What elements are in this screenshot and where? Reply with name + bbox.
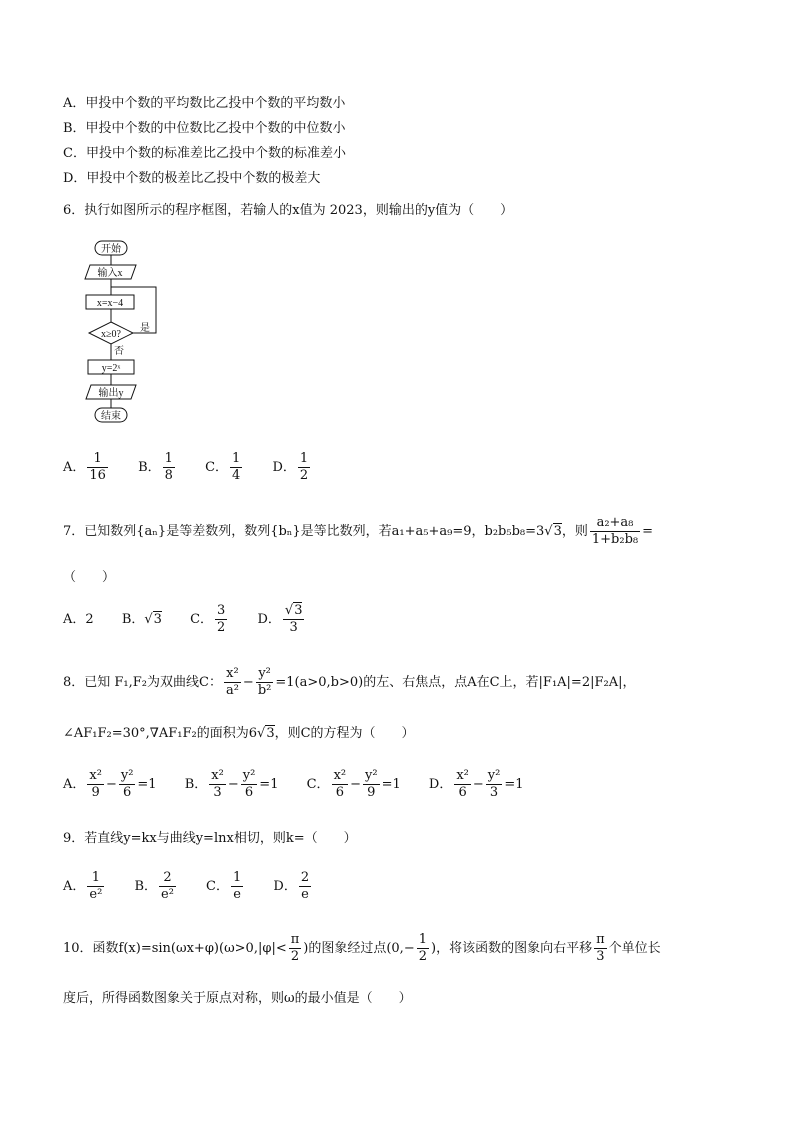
q5-option-d: D．甲投中个数的极差比乙投中个数的极差大 (63, 171, 321, 186)
q6-option-a: A． $\frac{1}{16}$ (63, 451, 106, 483)
q9-options (63, 870, 337, 903)
flowchart (78, 238, 168, 428)
q8-option-a: A． $\frac{\text{x²}}{9}$ − $\frac{\text{y²}}{6}$ =1 (63, 768, 157, 800)
q7-option-c: C． $\frac{3}{2}$ (190, 603, 226, 635)
flow-start-label: 开始 (101, 244, 121, 255)
q9-option-d: D． $\frac{2}{e}$ (273, 870, 310, 902)
flow-output-label: 输出y (98, 388, 124, 399)
q6-option-d: D． $\frac{1}{2}$ (272, 451, 309, 483)
q8-option-d: D． $\frac{\text{x²}}{6}$ − $\frac{\text{y²}}{3}$ =1 (428, 768, 524, 800)
q8-option-b: B． $\frac{\text{x²}}{3}$ − $\frac{\text{y²}}{6}$ =1 (184, 768, 279, 800)
flow-input-label: 输入x (97, 268, 123, 279)
q7-option-b: B．√3 (121, 612, 162, 627)
q10-stem: 10．函数f(x)=sin(ωx+φ)(ω>0,|φ|< $\frac{\pi}{2}$ )的图象经过点(0,− $\frac{1}{2}$ )，将该函数的图象向右平移 $\frac{\pi}{3}$ 个单位长 (63, 932, 661, 964)
flow-yes-label: 是 (140, 323, 150, 334)
q6-option-c: C． $\frac{1}{4}$ (205, 451, 241, 483)
sqrt-symbol: √ (544, 524, 553, 539)
q9-option-a: A． $\frac{1}{\text{e²}}$ (63, 870, 103, 902)
q6-options (63, 451, 336, 484)
q6-stem: 6．执行如图所示的程序框图，若输人的x值为 2023，则输出的y值为（ ） (63, 203, 514, 218)
q8-options (63, 768, 548, 801)
q7-option-a: A．2 (63, 612, 94, 627)
q7-option-d: D． $\frac{√3}{3}$ (257, 603, 303, 635)
q9-option-b: B． $\frac{2}{\text{e²}}$ (134, 870, 174, 902)
flow-no-label: 否 (114, 346, 124, 357)
q5-option-c: C．甲投中个数的标准差比乙投中个数的标准差小 (63, 146, 346, 161)
q5-option-b: B．甲投中个数的中位数比乙投中个数的中位数小 (63, 121, 346, 136)
q8-option-c: C． $\frac{\text{x²}}{6}$ − $\frac{\text{y²}}{9}$ =1 (306, 768, 401, 800)
q8-stem-line2: ∠AF₁F₂=30°,∇AF₁F₂的面积为6√3，则C的方程为（ ） (63, 726, 415, 741)
flow-assign-label: x=x−4 (96, 298, 124, 309)
q9-option-c: C． $\frac{1}{e}$ (206, 870, 242, 902)
flow-calc-label: y=2ˣ (101, 363, 121, 374)
q7-stem: 7．已知数列{aₙ}是等差数列，数列{bₙ}是等比数列，若a₁+a₅+a₉=9，b₂b₅b₈=3√3，则 $\frac{\text{a₂+a₈}}{\text{1+b₂b₈}}$ = (63, 515, 654, 547)
q9-stem: 9．若直线y=kx与曲线y=lnx相切，则k=（ ） (63, 831, 357, 846)
q5-option-a: A．甲投中个数的平均数比乙投中个数的平均数小 (63, 96, 346, 111)
flow-cond-label: x≥0? (101, 329, 121, 340)
q7-paren: （ ） (63, 570, 116, 585)
q8-stem: 8．已知 F₁,F₂为双曲线C： $\frac{\text{x²}}{\text{a²}}$ − $\frac{\text{y²}}{\text{b²}}$ =1(a>0,b>0)的左、右焦点，点A在C上，若|F₁A|=2|F₂A|， (63, 666, 636, 698)
q6-option-b: B． $\frac{1}{8}$ (138, 451, 173, 483)
flow-end-label: 结束 (101, 411, 121, 422)
q7-options (63, 603, 330, 636)
q10-stem-line2: 度后，所得函数图象关于原点对称，则ω的最小值是（ ） (63, 991, 412, 1006)
